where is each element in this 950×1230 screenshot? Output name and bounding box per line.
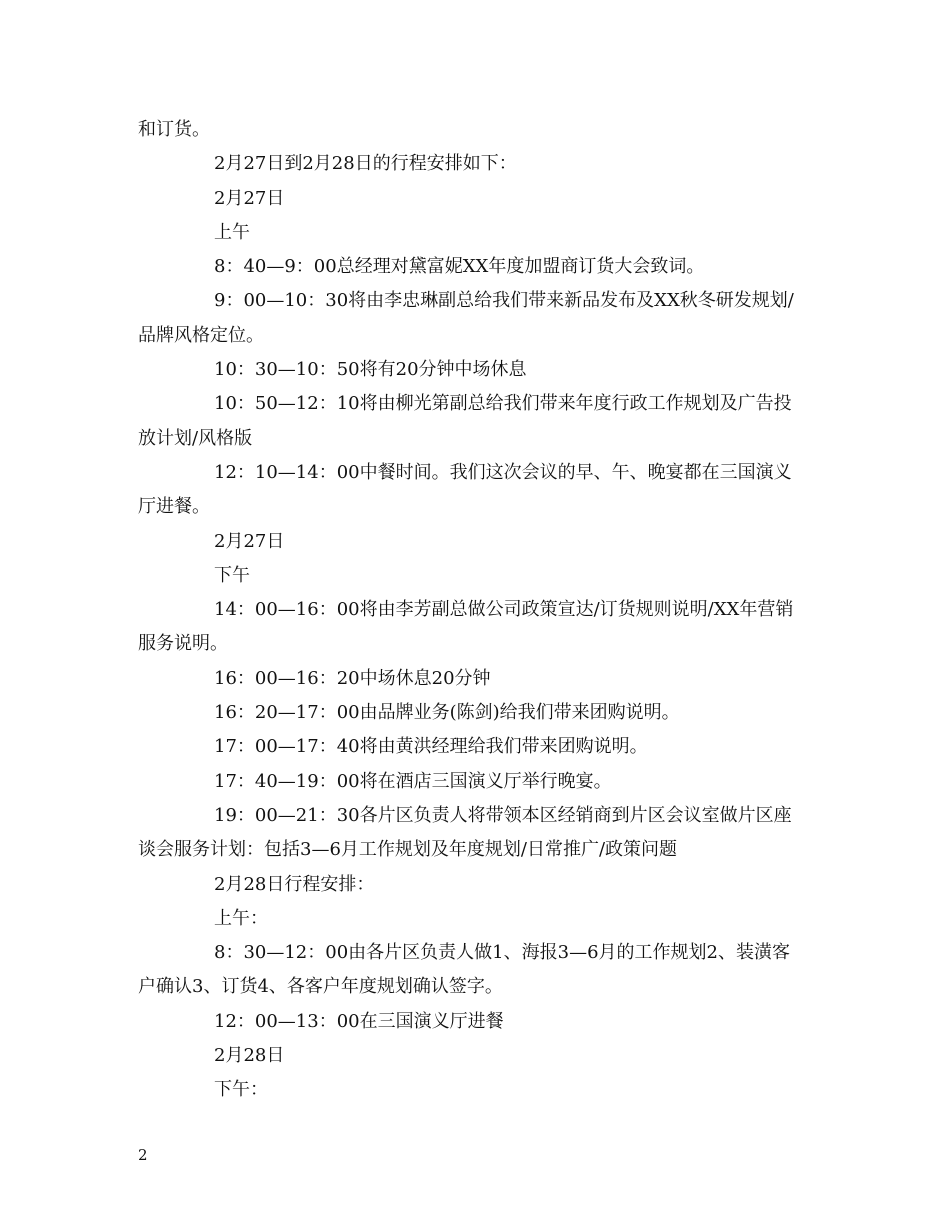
session-heading: 上午： <box>214 907 268 929</box>
date-heading: 2月28日 <box>214 1045 285 1067</box>
session-heading: 下午： <box>214 1079 268 1101</box>
schedule-item-continuation: 厅进餐。 <box>138 496 210 518</box>
schedule-item: 8：40—9：00总经理对黛富妮XX年度加盟商订货大会致词。 <box>214 256 705 278</box>
schedule-item-continuation: 放计划/风格版 <box>138 427 253 449</box>
schedule-item: 12：10—14：00中餐时间。我们这次会议的早、午、晚宴都在三国演义 <box>214 461 792 483</box>
schedule-item: 8：30—12：00由各片区负责人做1、海报3—6月的工作规划2、装潢客 <box>214 942 790 964</box>
schedule-item: 16：00—16：20中场休息20分钟 <box>214 667 491 689</box>
schedule-item-continuation: 谈会服务计划：包括3—6月工作规划及年度规划/日常推广/政策问题 <box>138 839 678 861</box>
schedule-item: 12：00—13：00在三国演义厅进餐 <box>214 1010 504 1032</box>
document-body <box>138 113 818 1108</box>
schedule-item-continuation: 服务说明。 <box>138 633 228 655</box>
schedule-item: 10：50—12：10将由柳光第副总给我们带来年度行政工作规划及广告投 <box>214 393 792 415</box>
schedule-item: 17：00—17：40将由黄洪经理给我们带来团购说明。 <box>214 736 648 758</box>
schedule-intro: 2月27日到2月28日的行程安排如下： <box>214 153 517 175</box>
date-heading: 2月28日行程安排： <box>214 873 375 895</box>
schedule-item: 10：30—10：50将有20分钟中场休息 <box>214 359 527 381</box>
session-heading: 下午 <box>214 564 250 586</box>
schedule-item: 16：20—17：00由品牌业务(陈剑)给我们带来团购说明。 <box>214 702 680 724</box>
schedule-item-continuation: 品牌风格定位。 <box>138 324 264 346</box>
schedule-item: 14：00—16：00将由李芳副总做公司政策宣达/订货规则说明/XX年营销 <box>214 599 794 621</box>
session-heading: 上午 <box>214 221 250 243</box>
paragraph-continuation: 和订货。 <box>138 119 210 140</box>
date-heading: 2月27日 <box>214 530 285 552</box>
schedule-item: 17：40—19：00将在酒店三国演义厅举行晚宴。 <box>214 770 612 792</box>
date-heading: 2月27日 <box>214 187 285 209</box>
schedule-item: 19：00—21：30各片区负责人将带领本区经销商到片区会议室做片区座 <box>214 804 792 826</box>
schedule-item-continuation: 户确认3、订货4、各客户年度规划确认签字。 <box>138 976 503 998</box>
schedule-item: 9：00—10：30将由李忠琳副总给我们带来新品发布及XX秋冬研发规划/ <box>214 290 794 312</box>
page-number: 2 <box>138 1146 148 1164</box>
